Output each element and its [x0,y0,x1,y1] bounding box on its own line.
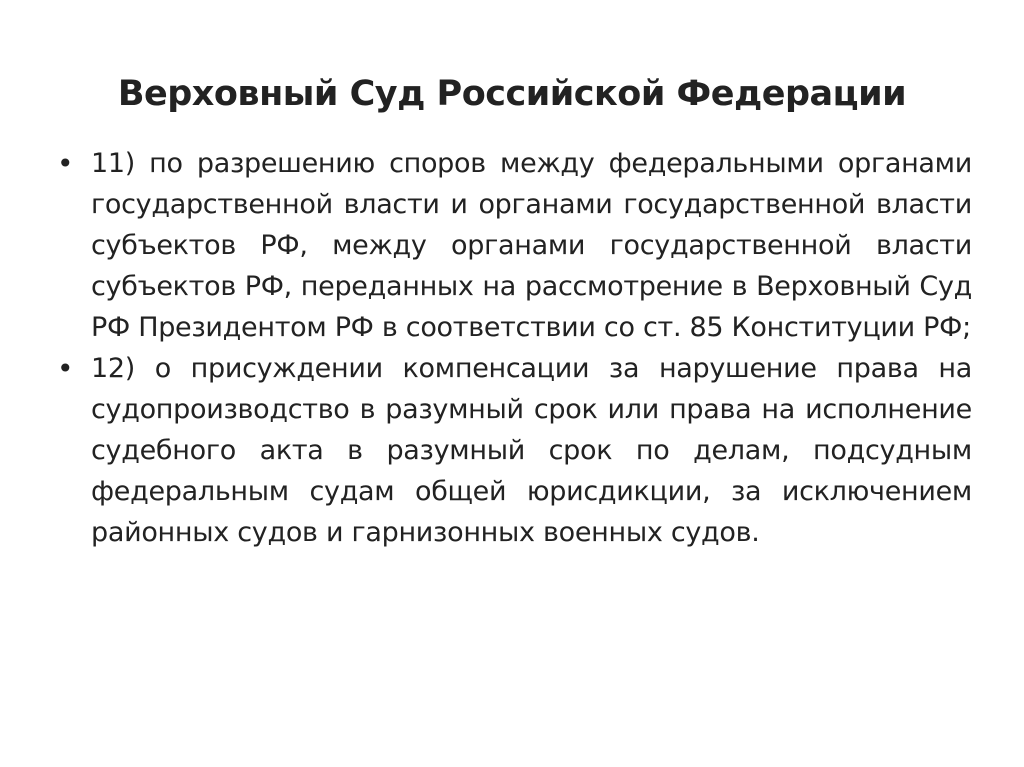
bullet-icon: • [57,147,74,180]
bullet-list [57,143,972,553]
bullet-icon: • [57,352,74,385]
list-item [57,143,972,348]
slide-title: Верховный Суд Российской Федерации [117,74,907,114]
list-item-text: 11) по разрешению споров между федеральными органами государственной власти и органами государственной власти субъектов РФ, между органами государственной власти субъектов РФ, переданных на рассмотрение в Верховный Суд РФ Президентом РФ в соответствии со ст. 85 Конституции РФ; [91,148,972,343]
list-item-text: 12) о присуждении компенсации за нарушение права на судопроизводство в разумный срок или права на исполнение судебного акта в разумный срок по делам, подсудным федеральным судам общей юрисдикции, за исключением районных судов и гарнизонных военных судов. [91,353,972,548]
list-item [57,348,972,553]
